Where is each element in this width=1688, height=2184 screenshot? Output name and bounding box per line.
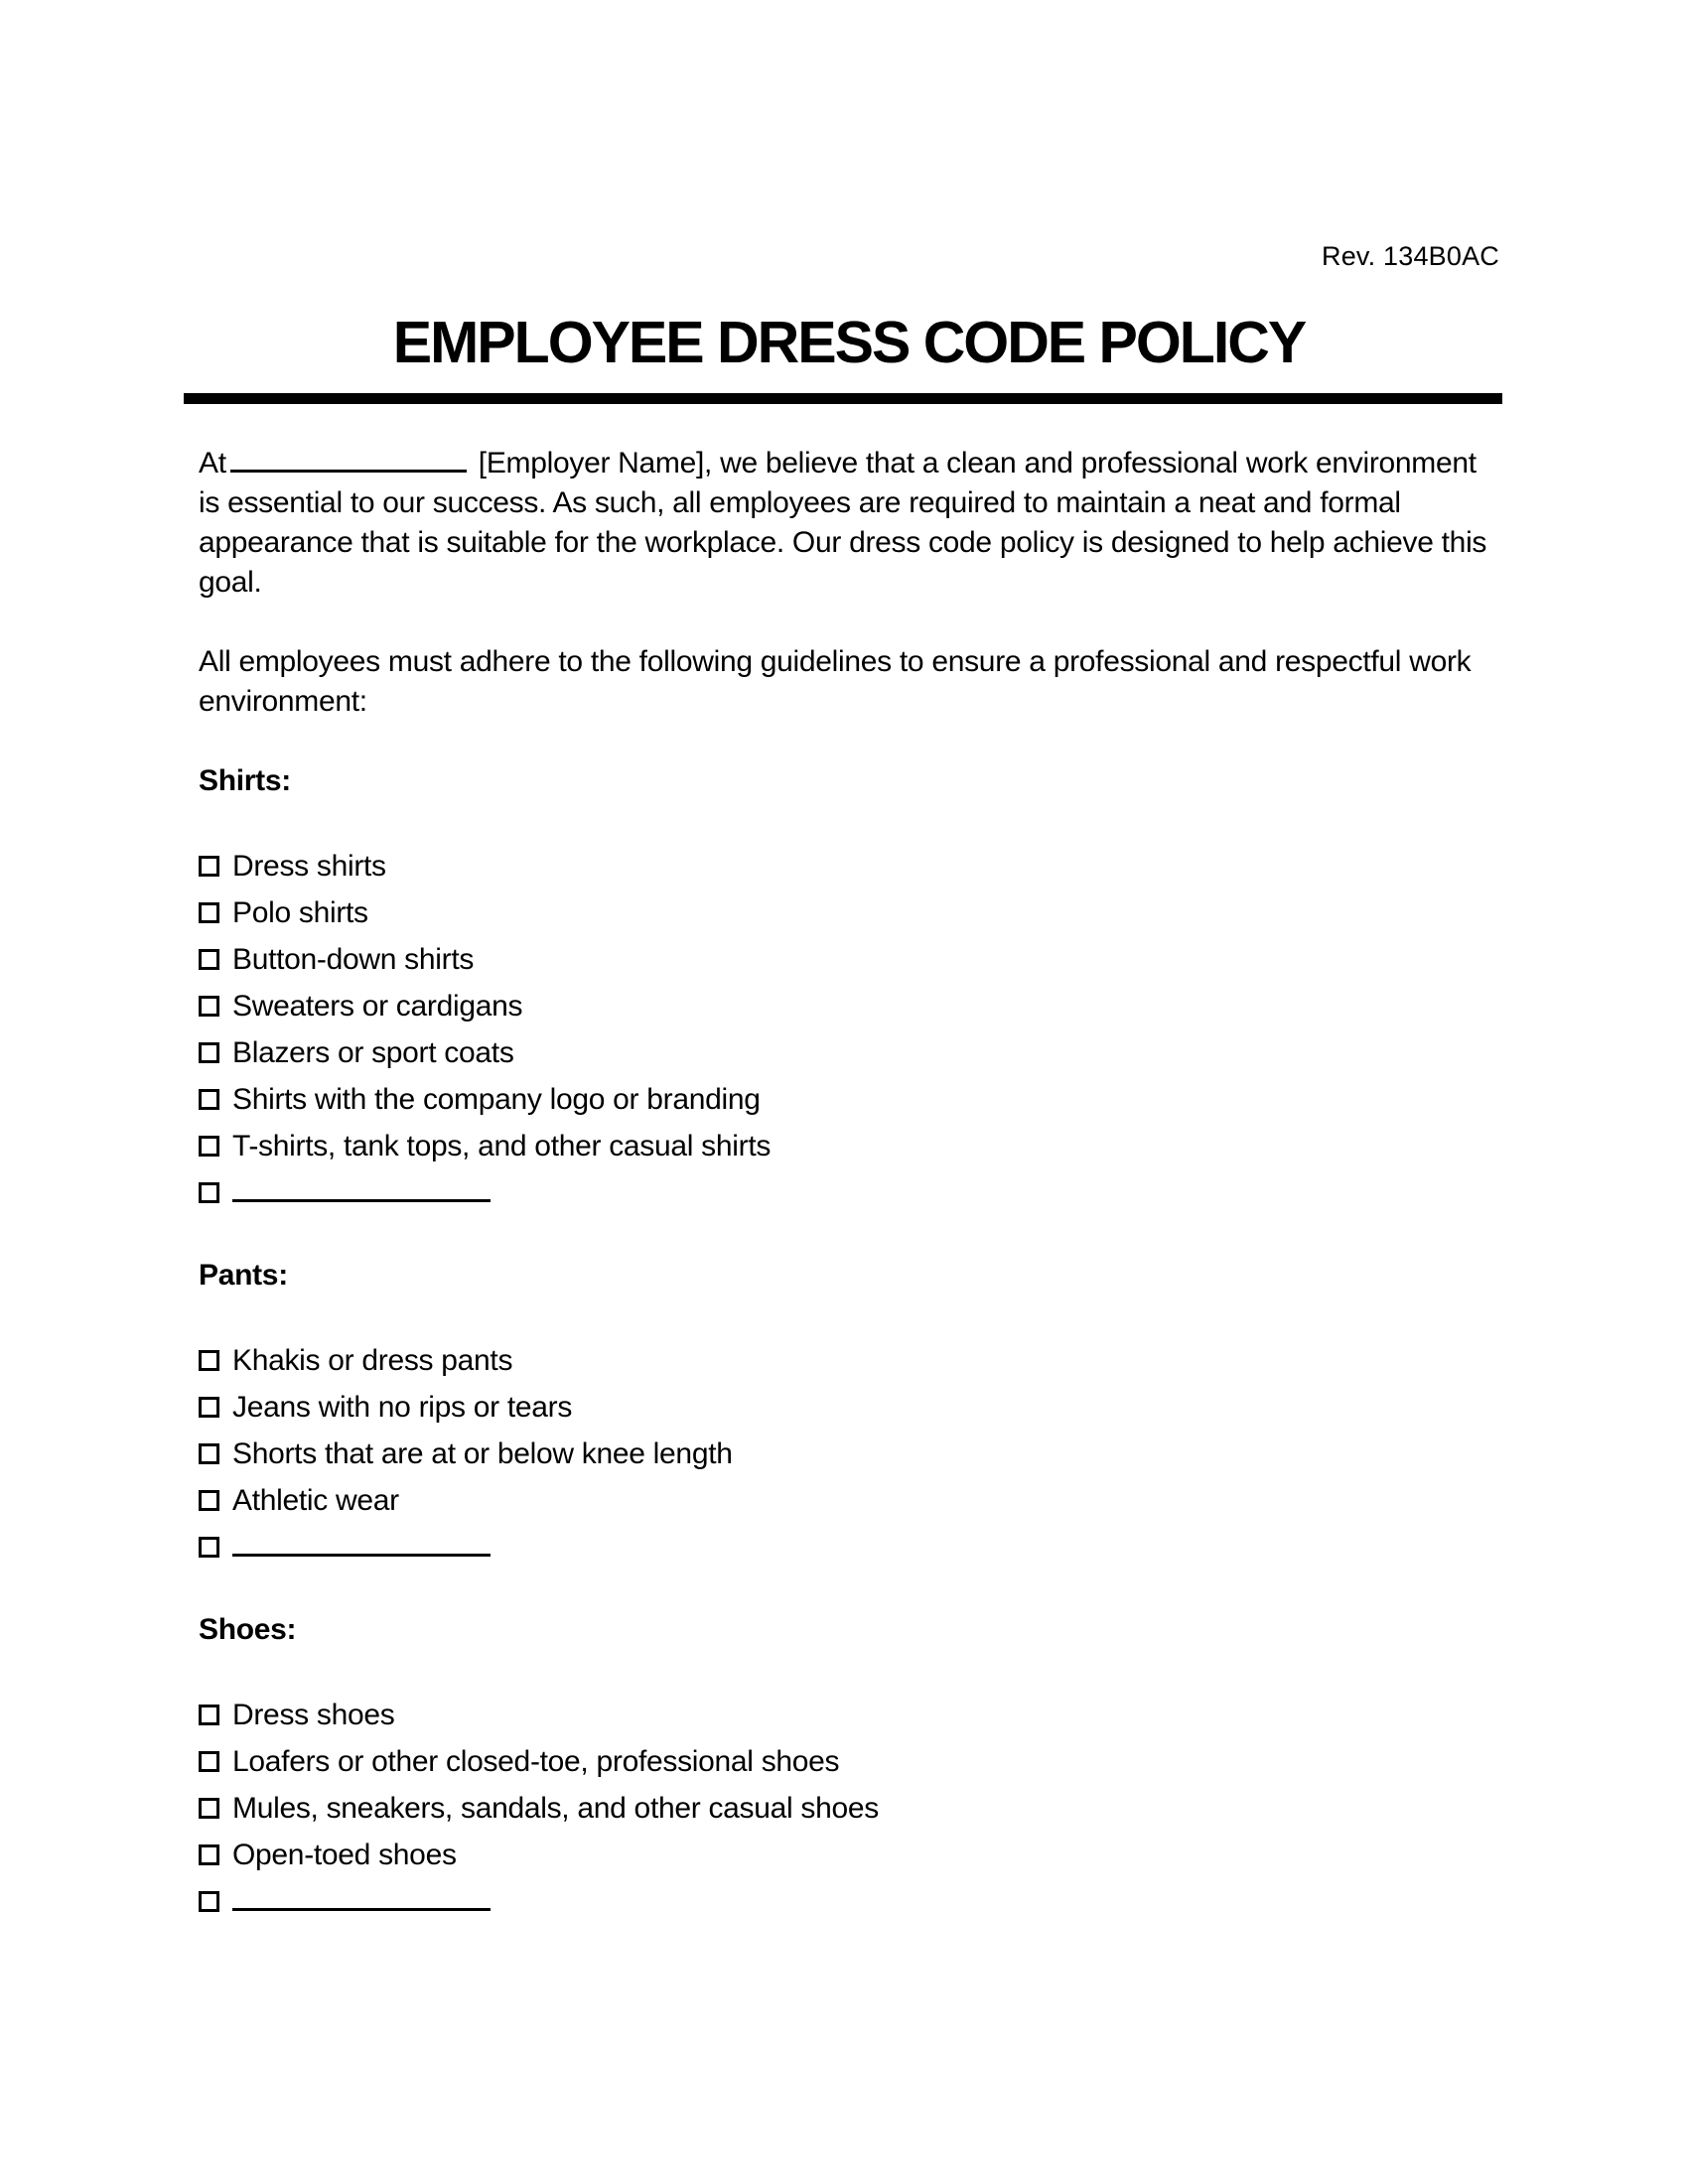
checklist-item bbox=[199, 843, 1499, 889]
checkbox-icon[interactable] bbox=[199, 1397, 219, 1418]
checklist-item bbox=[199, 1738, 1499, 1785]
section-heading-pants: Pants: bbox=[199, 1259, 288, 1292]
checklist-item bbox=[199, 1477, 1499, 1524]
fill-in-blank-line[interactable] bbox=[232, 1880, 491, 1911]
checklist-item-blank bbox=[199, 1878, 1499, 1925]
checkbox-icon[interactable] bbox=[199, 1182, 219, 1203]
checklist-item-label: Dress shirts bbox=[232, 850, 386, 883]
checkbox-icon[interactable] bbox=[199, 1042, 219, 1063]
checklist-item-label: Open-toed shoes bbox=[232, 1839, 457, 1871]
checklist-item bbox=[199, 1337, 1499, 1384]
checklist-shoes bbox=[199, 1692, 1499, 1925]
checklist-item-label: Dress shoes bbox=[232, 1699, 395, 1731]
checklist-item bbox=[199, 1029, 1499, 1076]
checkbox-icon[interactable] bbox=[199, 1350, 219, 1371]
checkbox-icon[interactable] bbox=[199, 1798, 219, 1819]
checklist-item bbox=[199, 983, 1499, 1029]
intro-text: [Employer Name], we believe that a clean and professional work environment is essential to our success. As such, all employees are required to maintain a neat and formal appearance that is suitable for the workplace. Our dress code policy is designed to help achieve this goal. bbox=[199, 447, 1487, 599]
checkbox-icon[interactable] bbox=[199, 1089, 219, 1110]
checkbox-icon[interactable] bbox=[199, 1751, 219, 1772]
checklist-item bbox=[199, 1076, 1499, 1123]
checklist-item-label: Loafers or other closed-toe, professional shoes bbox=[232, 1745, 840, 1778]
checklist-shirts bbox=[199, 843, 1499, 1216]
guidelines-paragraph: All employees must adhere to the following guidelines to ensure a professional and respectful work environment: bbox=[199, 645, 1472, 718]
checklist-item-label: Jeans with no rips or tears bbox=[232, 1391, 573, 1424]
checkbox-icon[interactable] bbox=[199, 1490, 219, 1511]
checklist-item bbox=[199, 1431, 1499, 1477]
title-rule bbox=[184, 393, 1502, 404]
checklist-item-label: Sweaters or cardigans bbox=[232, 990, 523, 1023]
fill-in-blank-line[interactable] bbox=[232, 1526, 491, 1557]
checklist-pants bbox=[199, 1337, 1499, 1570]
section-heading-shirts: Shirts: bbox=[199, 764, 291, 797]
checklist-item bbox=[199, 1692, 1499, 1738]
checklist-item-blank bbox=[199, 1169, 1499, 1216]
checklist-item-label: Shorts that are at or below knee length bbox=[232, 1437, 733, 1470]
checkbox-icon[interactable] bbox=[199, 1443, 219, 1464]
fill-in-blank-line[interactable] bbox=[232, 1171, 491, 1202]
checklist-item-label: Athletic wear bbox=[232, 1484, 399, 1517]
checkbox-icon[interactable] bbox=[199, 996, 219, 1017]
checklist-item-label: Blazers or sport coats bbox=[232, 1036, 514, 1069]
intro-paragraph bbox=[199, 442, 1499, 603]
checklist-item bbox=[199, 1384, 1499, 1431]
checklist-item-label: Mules, sneakers, sandals, and other casual shoes bbox=[232, 1792, 879, 1825]
intro-prefix: At bbox=[199, 447, 226, 479]
employer-name-blank[interactable] bbox=[230, 442, 467, 473]
section-heading-shoes: Shoes: bbox=[199, 1613, 297, 1646]
checkbox-icon[interactable] bbox=[199, 902, 219, 923]
checkbox-icon[interactable] bbox=[199, 856, 219, 877]
checklist-item bbox=[199, 1123, 1499, 1169]
checklist-item-label: T-shirts, tank tops, and other casual shirts bbox=[232, 1130, 772, 1162]
checklist-item-label: Shirts with the company logo or branding bbox=[232, 1083, 761, 1116]
checklist-item bbox=[199, 1785, 1499, 1832]
checkbox-icon[interactable] bbox=[199, 949, 219, 970]
checkbox-icon[interactable] bbox=[199, 1705, 219, 1725]
checklist-item-label: Khakis or dress pants bbox=[232, 1344, 513, 1377]
checkbox-icon[interactable] bbox=[199, 1891, 219, 1912]
checklist-item bbox=[199, 1832, 1499, 1878]
checklist-item-label: Button-down shirts bbox=[232, 943, 475, 976]
checkbox-icon[interactable] bbox=[199, 1537, 219, 1558]
checklist-item bbox=[199, 936, 1499, 983]
checkbox-icon[interactable] bbox=[199, 1136, 219, 1157]
checkbox-icon[interactable] bbox=[199, 1844, 219, 1865]
revision-text: Rev. 134B0AC bbox=[1322, 241, 1499, 271]
page-title: EMPLOYEE DRESS CODE POLICY bbox=[392, 310, 1306, 375]
checklist-item-blank bbox=[199, 1524, 1499, 1570]
checklist-item-label: Polo shirts bbox=[232, 896, 368, 929]
checklist-item bbox=[199, 889, 1499, 936]
